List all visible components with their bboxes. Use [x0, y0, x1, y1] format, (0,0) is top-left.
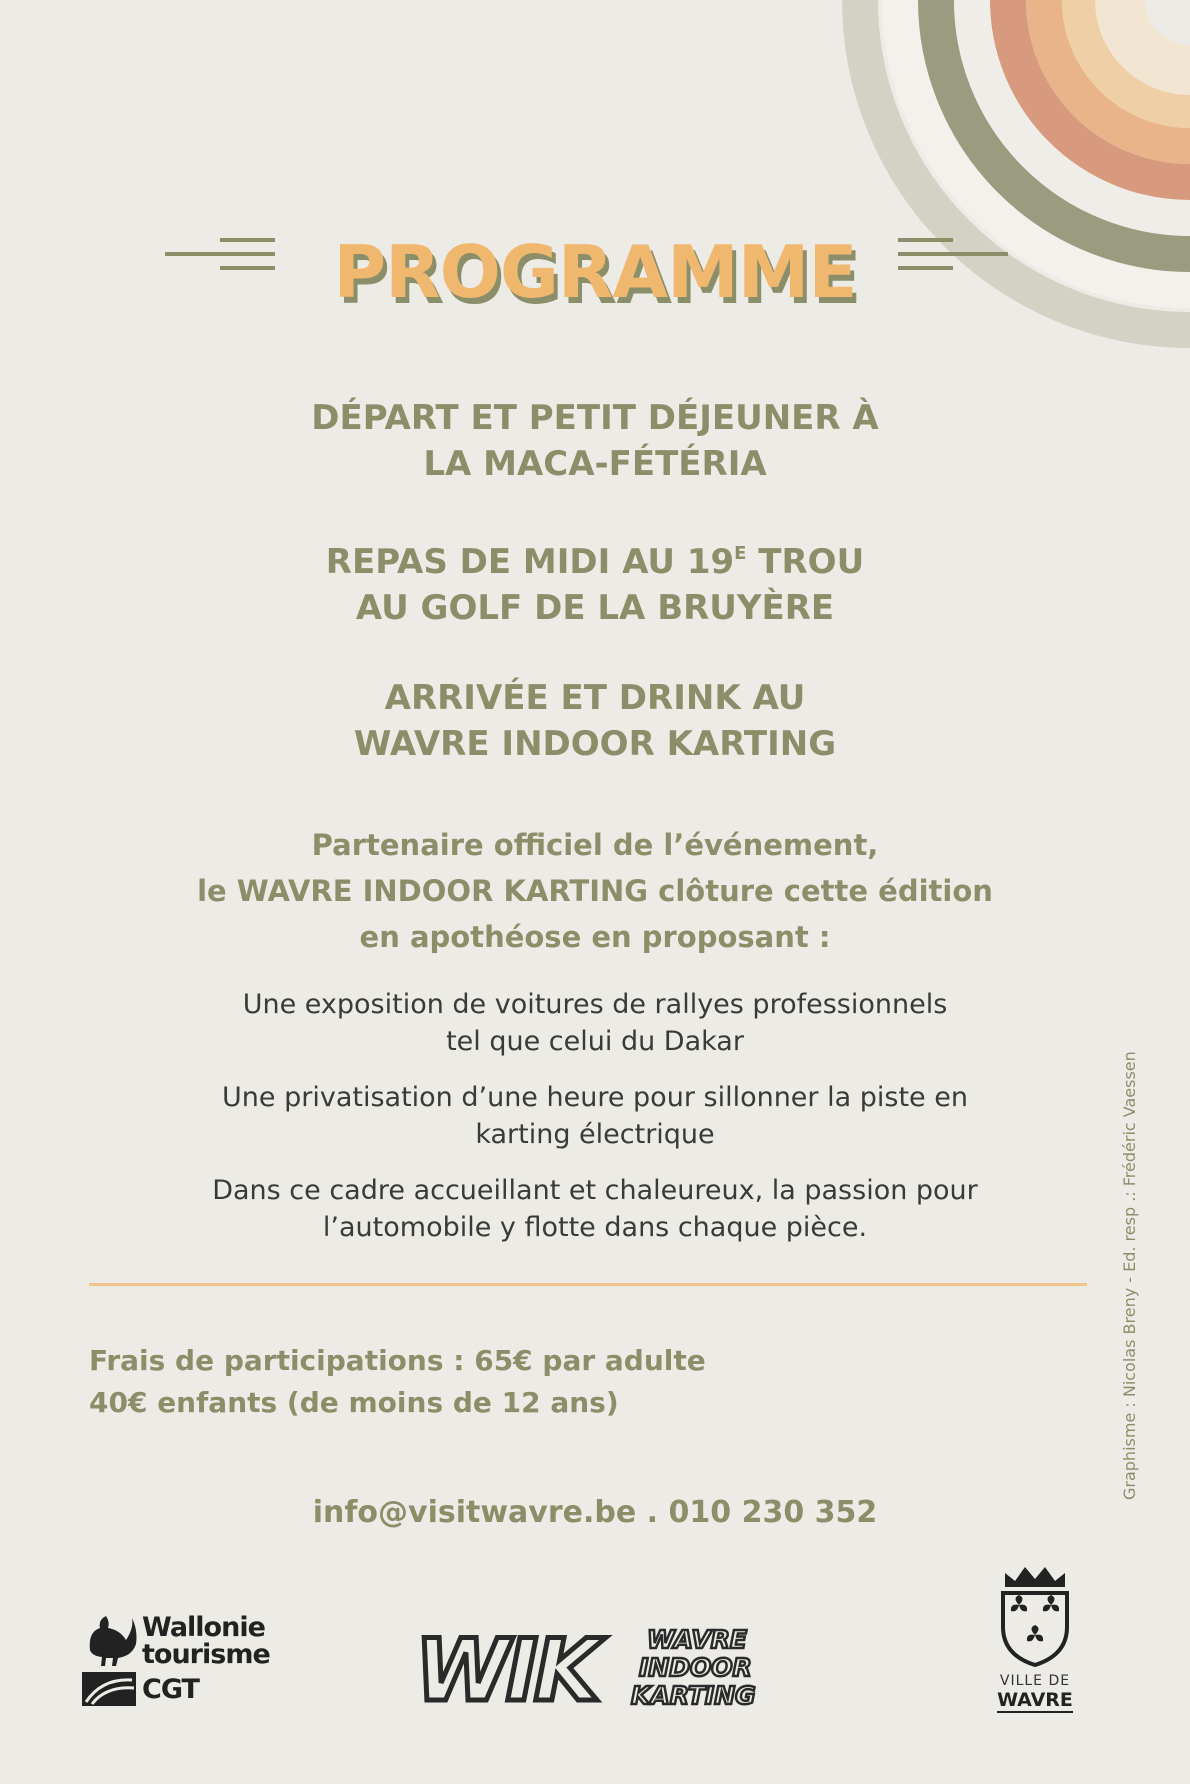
partner-text: Partenaire officiel de l’événement, le WAVRE INDOOR KARTING clôture cette édition en apothéose en proposant : [197, 828, 993, 954]
wallonie-tourisme-logo: Wallonie tourisme CGT [80, 1610, 280, 1715]
offer-item: Une exposition de voitures de rallyes professionnels tel que celui du Dakar [242, 989, 948, 1057]
crest-icon [997, 1565, 1073, 1669]
contact-info[interactable]: info@visitwavre.be . 010 230 352 [312, 1495, 878, 1530]
svg-text:WAVRE: WAVRE [647, 1625, 748, 1654]
divider [89, 1283, 1087, 1286]
step-departure: DÉPART ET PETIT DÉJEUNER À LA MACA-FÉTÉRIA [311, 398, 879, 484]
step-arrival: ARRIVÉE ET DRINK AU WAVRE INDOOR KARTING [353, 678, 837, 764]
step-lunch: REPAS DE MIDI AU $19^E$ TROU AU GOLF DE LA BRUYÈRE [325, 542, 865, 628]
ville-de-wavre-logo: VILLE DE WAVRE [990, 1565, 1080, 1735]
page-title: PROGRAMME [333, 230, 857, 314]
offer-item: Dans ce cadre accueillant et chaleureux, la passion pour l’automobile y flotte dans chaque pièce. [212, 1175, 978, 1243]
title-row [0, 230, 1190, 320]
svg-text:WIK: WIK [415, 1621, 597, 1710]
fees [89, 1340, 706, 1424]
svg-text:KARTING: KARTING [631, 1681, 756, 1710]
fee-adult: Frais de participations : 65€ par adulte [89, 1344, 706, 1377]
offer-list [0, 986, 1190, 1265]
svg-text:INDOOR: INDOOR [639, 1653, 752, 1682]
offer-item: Une privatisation d’une heure pour sillonner la piste en karting électrique [222, 1082, 968, 1150]
fee-children: 40€ enfants (de moins de 12 ans) [89, 1386, 619, 1419]
rooster-icon [80, 1610, 140, 1670]
wavre-indoor-karting-logo [415, 1620, 805, 1710]
credit-text: Graphisme : Nicolas Breny - Ed. resp .: Frédéric Vaessen [1120, 1051, 1139, 1500]
cgt-mark-icon [82, 1672, 136, 1706]
programme-steps [0, 395, 1190, 811]
